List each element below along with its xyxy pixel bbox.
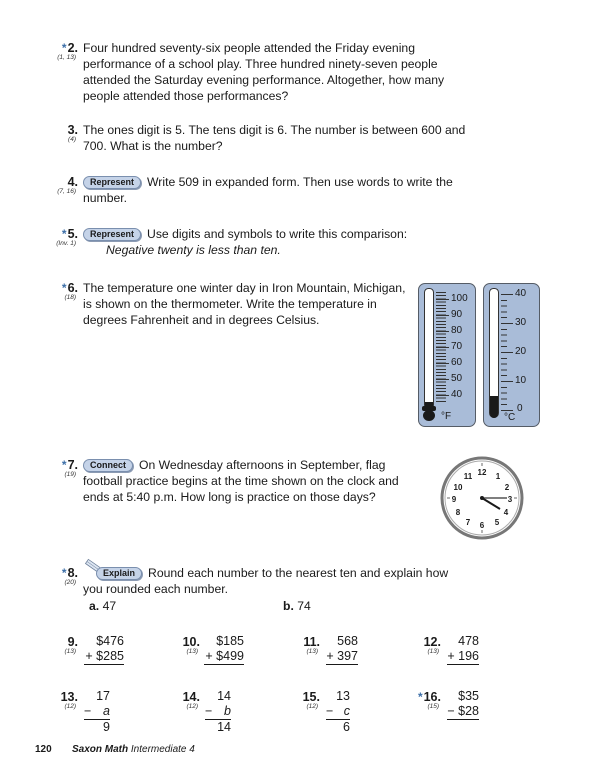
problem-8-ref: (20): [64, 579, 76, 586]
problem-14-number: 14.: [182, 690, 200, 704]
svg-text:5: 5: [494, 518, 500, 527]
star-icon: *: [417, 690, 423, 704]
page-number: 120: [35, 744, 52, 755]
problem-10-number: 10.: [182, 635, 200, 649]
fahrenheit-thermometer: 100 90 80 70 60 50 40 °F: [418, 283, 476, 427]
svg-text:12: 12: [477, 468, 487, 477]
explain-tag: Explain: [96, 567, 142, 580]
svg-text:10: 10: [453, 483, 463, 492]
problem-6-number: *6.: [61, 281, 78, 295]
problem-7-text: Connect On Wednesday afternoons in September, flag football practice begins at the time shown on the clock and ends at 5:40 p.m. How long is practice on those days?: [83, 458, 399, 504]
thermometer-tube: [424, 288, 434, 410]
problem-7-ref: (19): [64, 471, 76, 478]
celsius-unit: °C: [504, 412, 516, 423]
svg-text:6: 6: [479, 521, 485, 530]
svg-text:9: 9: [451, 495, 457, 504]
problem-3-text: The ones digit is 5. The tens digit is 6. The number is between 600 and 700. What is the number?: [83, 123, 466, 153]
problem-4-text: Represent Write 509 in expanded form. Then use words to write the number.: [83, 175, 453, 205]
problem-2-number: *2.: [61, 41, 78, 55]
problem-5-ref: (Inv. 1): [56, 240, 76, 247]
problem-8-number: *8.: [61, 566, 78, 580]
problem-10-addition: $185 + $499: [205, 634, 244, 663]
problem-9-number: 9.: [67, 635, 78, 649]
problem-7-number: *7.: [61, 458, 78, 472]
represent-tag: Represent: [83, 228, 141, 241]
problem-15-number: 15.: [302, 690, 320, 704]
problem-6-text: The temperature one winter day in Iron Mountain, Michigan, is shown on the thermometer. Write the temperature in degrees Fahrenheit and in degrees Celsius.: [83, 281, 406, 327]
celsius-thermometer: 40 30 20 10 0 °C: [483, 283, 540, 427]
problem-14-subtraction: 14 − b 14: [205, 689, 231, 734]
svg-text:1: 1: [495, 472, 501, 481]
connect-tag: Connect: [83, 459, 133, 472]
star-icon: *: [61, 41, 67, 55]
mercury-bulb-icon: [423, 410, 435, 421]
fahrenheit-unit: °F: [441, 411, 452, 422]
star-icon: *: [61, 566, 67, 580]
svg-text:7: 7: [465, 518, 471, 527]
clock-icon: [434, 456, 530, 540]
problem-13-subtraction: 17 − a 9: [84, 689, 110, 734]
problem-3-ref: (4): [68, 136, 76, 143]
star-icon: *: [61, 227, 67, 241]
book-title: Saxon Math Intermediate 4: [72, 744, 195, 755]
svg-text:8: 8: [455, 508, 461, 517]
mercury-column: [490, 396, 498, 418]
star-icon: *: [61, 281, 67, 295]
problem-5-text: Represent Use digits and symbols to write this comparison: Negative twenty is less than ten.: [83, 226, 407, 258]
problem-11-addition: 568 + 397: [326, 634, 358, 663]
problem-2-text: Four hundred seventy-six people attended the Friday evening performance of a school play. Three hundred ninety-seven people attended the Saturday evening performance. Altogether, how many people attended those performances?: [83, 41, 445, 103]
svg-text:11: 11: [463, 472, 473, 481]
star-icon: *: [61, 458, 67, 472]
problem-15-subtraction: 13 − c 6: [326, 689, 350, 734]
problem-4-number: 4.: [67, 175, 78, 189]
svg-text:4: 4: [503, 508, 509, 517]
problem-8b: b. 74: [283, 599, 311, 613]
problem-12-addition: 478 + 196: [447, 634, 479, 663]
problem-5-number: *5.: [61, 227, 78, 241]
represent-tag: Represent: [83, 176, 141, 189]
problem-11-number: 11.: [303, 635, 320, 649]
problem-13-number: 13.: [60, 690, 78, 704]
problem-3-number: 3.: [67, 123, 78, 137]
problem-8-text: Explain Round each number to the nearest ten and explain how: [96, 565, 448, 581]
svg-text:3: 3: [507, 495, 513, 504]
problem-8a: a. 47: [89, 599, 117, 613]
problem-16-number: *16.: [417, 690, 441, 704]
problem-16-subtraction: $35 − $28: [447, 689, 479, 718]
problem-4-ref: (7, 16): [57, 188, 76, 195]
problem-12-number: 12.: [423, 635, 441, 649]
svg-text:2: 2: [504, 483, 510, 492]
problem-9-addition: $476 + $285: [85, 634, 124, 663]
problem-6-ref: (18): [64, 294, 76, 301]
problem-2-ref: (1, 13): [57, 54, 76, 61]
